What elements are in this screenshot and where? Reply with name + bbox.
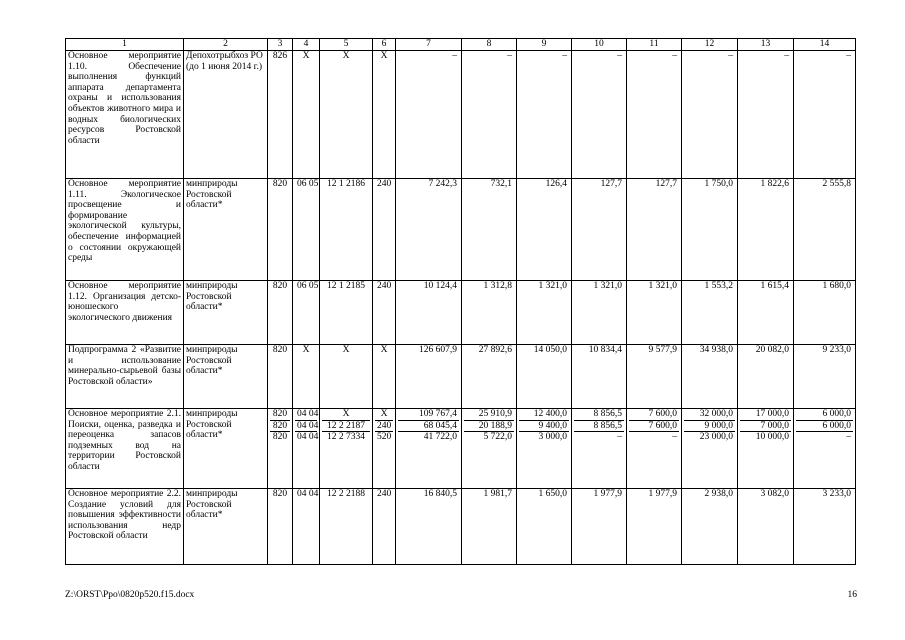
value-cell — [462, 179, 517, 281]
value-cell — [627, 345, 682, 409]
column-number: 5 — [320, 39, 373, 51]
value-line: 1 977,9 — [648, 489, 677, 499]
value-line: 126,4 — [545, 179, 567, 189]
executor-cell: Депохотрыбхоз РО (до 1 июня 2014 г.) — [184, 51, 268, 179]
value-cell — [517, 409, 572, 489]
value-line: 2 555,8 — [822, 179, 851, 189]
value-cell — [738, 51, 794, 179]
value-cell — [462, 489, 517, 565]
value-cell — [738, 409, 794, 489]
value-cell — [293, 409, 320, 489]
value-line: 12 2 2187 — [322, 421, 370, 433]
value-line: – — [784, 51, 789, 61]
value-cell — [794, 489, 856, 565]
executor-cell: минприроды Ростовской области* — [184, 409, 268, 489]
value-cell — [268, 489, 293, 565]
value-cell — [572, 179, 627, 281]
value-line: 12 1 2186 — [327, 179, 365, 189]
value-line: 14 050,0 — [533, 345, 567, 355]
value-line: 1 750,0 — [704, 179, 733, 189]
value-cell — [682, 281, 738, 345]
value-line: 820 — [272, 432, 288, 443]
value-cell — [517, 489, 572, 565]
value-cell — [320, 51, 373, 179]
value-line: 7 242,3 — [428, 179, 457, 189]
value-line: 820 — [270, 421, 290, 433]
value-cell — [320, 179, 373, 281]
value-line: 820 — [272, 179, 288, 189]
value-line: 27 892,6 — [478, 345, 512, 355]
table-row — [66, 179, 856, 281]
value-cell — [682, 409, 738, 489]
value-line: – — [672, 432, 677, 443]
value-line: 7 000,0 — [740, 421, 791, 433]
value-cell — [268, 179, 293, 281]
value-cell — [462, 345, 517, 409]
value-cell — [293, 281, 320, 345]
value-line: 1 321,0 — [593, 281, 622, 291]
value-cell — [373, 179, 396, 281]
value-line: 127,7 — [600, 179, 622, 189]
column-number: 14 — [794, 39, 856, 51]
value-cell — [293, 179, 320, 281]
value-cell — [373, 409, 396, 489]
value-cell — [462, 409, 517, 489]
value-line: 1 650,0 — [538, 489, 567, 499]
value-line: 7 600,0 — [629, 421, 679, 433]
value-line: 16 840,5 — [423, 489, 457, 499]
value-line: 9 577,9 — [648, 345, 677, 355]
value-cell — [572, 281, 627, 345]
value-cell — [627, 489, 682, 565]
value-line: 826 — [272, 51, 288, 61]
value-line: 820 — [270, 409, 290, 421]
value-cell — [572, 51, 627, 179]
value-line: 127,7 — [655, 179, 677, 189]
value-line: 240 — [377, 281, 392, 291]
column-number: 12 — [682, 39, 738, 51]
value-line: 9 233,0 — [822, 345, 851, 355]
value-cell — [572, 489, 627, 565]
activity-name-cell: Основное мероприятие 2.2. Создание условий для повышения эффективности использования недр Ростовской области — [66, 489, 184, 565]
value-line: 732,1 — [490, 179, 512, 189]
value-line: 68 045,4 — [398, 421, 459, 433]
value-line: 04 04 — [297, 489, 319, 499]
value-line: 1 321,0 — [538, 281, 567, 291]
table-row — [66, 489, 856, 565]
value-line: – — [452, 51, 457, 61]
executor-cell: минприроды Ростовской области* — [184, 281, 268, 345]
value-cell — [293, 345, 320, 409]
activity-name-cell: Основное мероприятие 1.10. Обеспечение выполнения функций аппарата департамента охраны и использования объектов животного мира и водных биологических ресурсов Ростовской области — [66, 51, 184, 179]
value-line: 1 977,9 — [593, 489, 622, 499]
column-number: 11 — [627, 39, 682, 51]
value-cell — [396, 409, 462, 489]
table-row — [66, 345, 856, 409]
value-line: 10 124,4 — [423, 281, 457, 291]
value-line: 41 722,0 — [423, 432, 457, 443]
value-line: Х — [302, 51, 310, 61]
activity-name-cell: Подпрограмма 2 «Развитие и использование минерально-сырьевой базы Ростовской области» — [66, 345, 184, 409]
value-line: 10 834,4 — [588, 345, 622, 355]
value-cell — [396, 489, 462, 565]
value-cell — [462, 51, 517, 179]
value-line: 20 082,0 — [755, 345, 789, 355]
value-line: 240 — [377, 179, 392, 189]
value-line: 240 — [377, 489, 392, 499]
value-line: 34 938,0 — [699, 345, 733, 355]
executor-cell: минприроды Ростовской области* — [184, 345, 268, 409]
value-line: 820 — [272, 489, 288, 499]
column-number: 7 — [396, 39, 462, 51]
value-cell — [794, 345, 856, 409]
value-line: 7 600,0 — [629, 409, 679, 421]
value-cell — [373, 51, 396, 179]
value-line: Х — [380, 345, 388, 355]
value-line: 2 938,0 — [704, 489, 733, 499]
value-cell — [572, 345, 627, 409]
value-line: Х — [342, 51, 350, 61]
value-line: 17 000,0 — [740, 409, 791, 421]
value-cell — [517, 51, 572, 179]
value-cell — [517, 345, 572, 409]
value-cell — [682, 345, 738, 409]
value-line: 3 000,0 — [538, 432, 567, 443]
value-line: 12 2 7334 — [327, 432, 365, 443]
value-line: Х — [342, 345, 350, 355]
value-cell — [293, 51, 320, 179]
value-line: 23 000,0 — [699, 432, 733, 443]
value-cell — [373, 281, 396, 345]
value-line: – — [617, 51, 622, 61]
value-line: – — [672, 51, 677, 61]
value-line: 06 05 — [297, 281, 319, 291]
column-number: 9 — [517, 39, 572, 51]
table-row — [66, 51, 856, 179]
table-row — [66, 281, 856, 345]
value-line: Х — [375, 409, 393, 421]
value-line: 6 000,0 — [796, 421, 853, 433]
value-line: 04 04 — [297, 409, 319, 419]
value-line: 3 233,0 — [822, 489, 851, 499]
value-line: 20 188,9 — [464, 421, 514, 433]
value-line: 32 000,0 — [684, 409, 735, 421]
table-row — [66, 409, 856, 489]
value-line: 1 822,6 — [760, 179, 789, 189]
value-cell — [738, 281, 794, 345]
value-line: 240 — [377, 420, 392, 431]
budget-table — [65, 38, 856, 565]
value-line: 25 910,9 — [464, 409, 514, 421]
column-number: 8 — [462, 39, 517, 51]
value-cell — [517, 179, 572, 281]
column-number: 2 — [184, 39, 268, 51]
value-line: – — [562, 51, 567, 61]
value-line: 1 553,2 — [704, 281, 733, 291]
value-cell — [320, 409, 373, 489]
value-cell — [320, 281, 373, 345]
value-line: 126 607,9 — [419, 345, 457, 355]
activity-name-cell: Основное мероприятие 2.1. Поиски, оценка, разведка и переоценка запасов подземных вод на территории Ростовской области — [66, 409, 184, 489]
value-cell — [682, 51, 738, 179]
value-cell — [462, 281, 517, 345]
value-cell — [396, 345, 462, 409]
column-number: 1 — [66, 39, 184, 51]
value-line: 820 — [272, 345, 288, 355]
value-cell — [396, 179, 462, 281]
value-line: – — [846, 51, 851, 61]
value-cell — [268, 409, 293, 489]
value-cell — [268, 51, 293, 179]
value-line: – — [728, 51, 733, 61]
value-cell — [794, 281, 856, 345]
value-line: 9 000,0 — [684, 421, 735, 433]
value-line: 5 722,0 — [483, 432, 512, 443]
value-line: 04 04 — [297, 420, 319, 431]
column-number: 13 — [738, 39, 794, 51]
value-line: 520 — [377, 432, 392, 443]
value-line: 8 856,5 — [574, 409, 624, 421]
value-cell — [627, 281, 682, 345]
value-line: Х — [322, 409, 370, 421]
value-line: 1 321,0 — [648, 281, 677, 291]
value-cell — [268, 345, 293, 409]
value-line: 1 981,7 — [483, 489, 512, 499]
column-number: 6 — [373, 39, 396, 51]
header-row — [66, 39, 856, 51]
value-cell — [396, 281, 462, 345]
value-line: – — [846, 432, 851, 443]
value-cell — [396, 51, 462, 179]
executor-cell: минприроды Ростовской области* — [184, 179, 268, 281]
value-line: – — [507, 51, 512, 61]
value-line: 3 082,0 — [760, 489, 789, 499]
value-line: Х — [380, 51, 388, 61]
value-line: 12 1 2185 — [327, 281, 365, 291]
value-line: 820 — [272, 281, 288, 291]
value-line: 1 680,0 — [822, 281, 851, 291]
value-cell — [373, 489, 396, 565]
value-line: 1 615,4 — [760, 281, 789, 291]
value-cell — [738, 179, 794, 281]
activity-name-cell: Основное мероприятие 1.11. Экологическое просвещение и формирование экологической культуры, обеспечение информацией о состоянии окружающей среды — [66, 179, 184, 281]
value-line: 1 312,8 — [483, 281, 512, 291]
value-line: 8 856,5 — [574, 421, 624, 433]
value-line: 109 767,4 — [398, 409, 459, 421]
value-line: 04 04 — [297, 432, 319, 443]
value-cell — [794, 409, 856, 489]
column-number: 4 — [293, 39, 320, 51]
value-cell — [373, 345, 396, 409]
footer-file-path: Z:\ORST\Ppo\0820p520.f15.docx — [65, 590, 195, 600]
value-cell — [682, 489, 738, 565]
value-cell — [794, 51, 856, 179]
value-line: 12 2 2188 — [327, 489, 365, 499]
value-cell — [738, 489, 794, 565]
value-line: 10 000,0 — [755, 432, 789, 443]
value-line: 9 400,0 — [519, 421, 569, 433]
value-line: – — [617, 432, 622, 443]
value-line: Х — [302, 345, 310, 355]
executor-cell: минприроды Ростовской области* — [184, 489, 268, 565]
value-cell — [627, 179, 682, 281]
page-number: 16 — [847, 590, 857, 600]
value-cell — [682, 179, 738, 281]
activity-name-cell: Основное мероприятие 1.12. Организация детско-юношеского экологического движения — [66, 281, 184, 345]
column-number: 3 — [268, 39, 293, 51]
value-cell — [738, 345, 794, 409]
value-line: 12 400,0 — [519, 409, 569, 421]
value-line: 06 05 — [297, 179, 319, 189]
value-cell — [320, 489, 373, 565]
value-line: 6 000,0 — [796, 409, 853, 421]
value-cell — [627, 51, 682, 179]
value-cell — [268, 281, 293, 345]
value-cell — [517, 281, 572, 345]
column-number: 10 — [572, 39, 627, 51]
value-cell — [794, 179, 856, 281]
value-cell — [572, 409, 627, 489]
value-cell — [320, 345, 373, 409]
value-cell — [627, 409, 682, 489]
value-cell — [293, 489, 320, 565]
